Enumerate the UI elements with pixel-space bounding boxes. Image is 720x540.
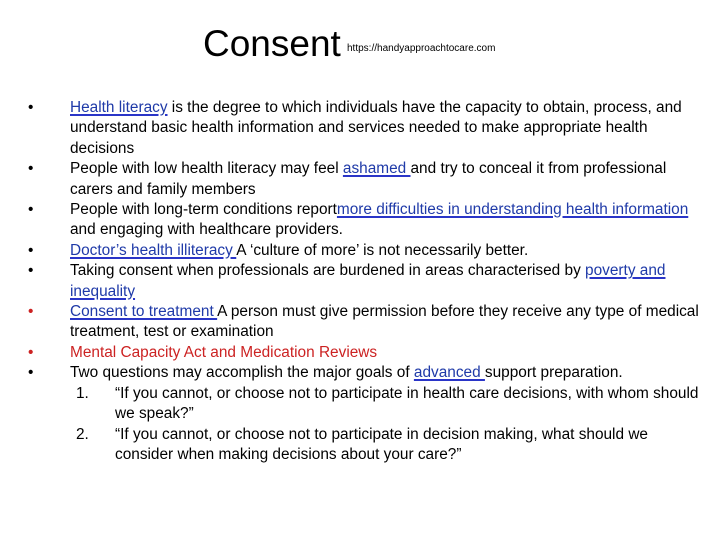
list-item xyxy=(28,343,708,363)
item-text: Two questions may accomplish the major goals of xyxy=(70,364,414,382)
list-item xyxy=(28,241,708,261)
link-health-literacy[interactable]: Health literacy xyxy=(70,99,168,116)
link-consent-to-treatment[interactable]: Consent to treatment xyxy=(70,303,218,321)
link-more-difficulties[interactable]: more difficulties in understanding health information xyxy=(336,201,689,219)
item-text: Taking consent when professionals are burdened in areas characterised by xyxy=(70,262,586,280)
title-row xyxy=(0,22,720,66)
slide-content xyxy=(28,98,708,465)
list-item xyxy=(28,302,708,343)
mental-capacity-act: Mental Capacity Act and Medication Reviews xyxy=(70,343,378,361)
item-text: and try to conceal it from professional carers and family members xyxy=(70,160,667,198)
item-text: and engaging with healthcare providers. xyxy=(70,221,343,239)
list-item xyxy=(28,363,708,383)
list-item xyxy=(28,261,708,302)
numbered-item xyxy=(28,425,708,466)
item-text: “If you cannot, or choose not to participate in decision making, what should we consider when making decisions about your care?” xyxy=(115,425,648,463)
bullet: • xyxy=(28,303,34,321)
bullet: • xyxy=(28,262,34,280)
item-text: support preparation. xyxy=(484,364,623,382)
item-text: People with low health literacy may feel xyxy=(70,160,343,178)
list-item xyxy=(28,98,708,159)
item-text: “If you cannot, or choose not to participate in health care decisions, with whom should we speak?” xyxy=(115,384,699,423)
link-ashamed[interactable]: ashamed xyxy=(342,160,411,178)
bullet: • xyxy=(28,241,34,259)
number-label: 1. xyxy=(76,384,89,402)
link-doctors-health-illiteracy[interactable]: Doctor’s health illiteracy xyxy=(70,241,237,259)
bullet: • xyxy=(28,364,34,382)
list-item xyxy=(28,159,708,200)
page-title: Consent xyxy=(203,23,341,64)
source-url: https://handyapproachtocare.com xyxy=(347,43,496,54)
bullet: • xyxy=(28,201,34,219)
link-advanced[interactable]: advanced xyxy=(413,364,485,382)
link-poverty-and-inequality[interactable]: poverty and inequality xyxy=(70,262,666,300)
bullet: • xyxy=(28,343,34,361)
item-text: is the degree to which individuals have the capacity to obtain, process, and understand basic health information and services needed to make appropriate health decisions xyxy=(70,99,682,157)
number-label: 2. xyxy=(76,425,89,443)
list-item xyxy=(28,200,708,241)
bullet: • xyxy=(28,160,34,178)
item-text: A person must give permission before they receive any type of medical treatment, test or examination xyxy=(70,303,699,341)
bullet: • xyxy=(28,99,34,116)
numbered-item xyxy=(28,384,708,425)
item-text: A ‘culture of more’ is not necessarily better. xyxy=(236,241,529,259)
item-text: People with long-term conditions report xyxy=(70,201,337,219)
